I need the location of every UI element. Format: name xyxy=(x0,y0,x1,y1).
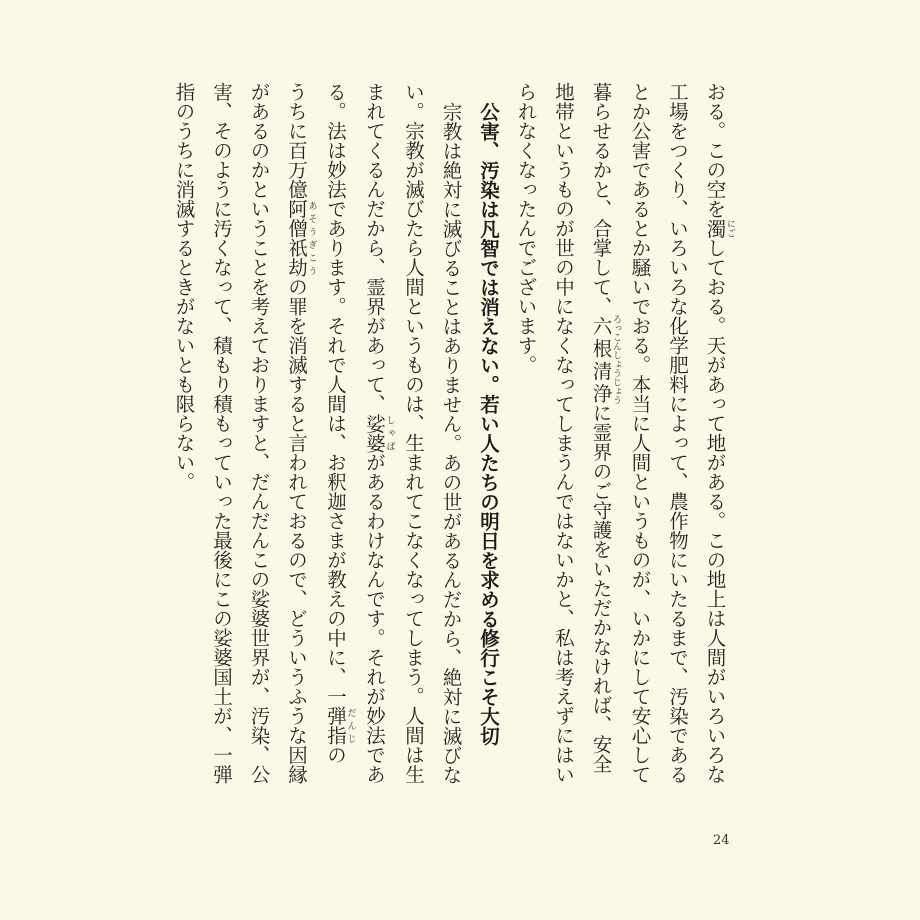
text-segment: い。宗教が滅びたら人間というものは、生まれてこなくなってしまう。人間は生 xyxy=(402,82,425,784)
heading-text: 公害、汚染は凡智では消えない。若い人たちの明日を求める修行こそ大切 xyxy=(477,101,500,745)
ruby-reading: だんじ xyxy=(345,706,356,745)
text-line xyxy=(278,82,317,796)
text-segment: 工場をつくり、いろいろな化学肥料によって、農作物にいたるまで、汚染である xyxy=(666,82,689,784)
section-heading xyxy=(470,82,508,796)
ruby-base: 弾指 xyxy=(324,706,347,745)
text-line xyxy=(659,82,697,796)
text-line xyxy=(395,82,433,796)
text-segment: に霊界のご守護をいただかなければ、安全 xyxy=(589,403,613,774)
text-segment: られなくなったんでございます。 xyxy=(514,82,538,375)
ruby-word xyxy=(703,218,735,239)
vertical-text-block xyxy=(165,82,735,796)
text-segment: とか公害であるとか騒いでおる。本当に人間というものが、いかにして安心して xyxy=(628,82,652,784)
ruby-base: 娑婆 xyxy=(363,413,386,453)
text-line xyxy=(696,82,735,796)
text-line xyxy=(165,82,203,796)
text-segment: 宗教は絶対に滅びることはありません。あの世があるんだから、絶対に滅びな xyxy=(439,101,463,784)
ruby-base: 濁 xyxy=(703,218,727,238)
text-line xyxy=(582,82,621,796)
page-number: 24 xyxy=(713,833,730,848)
ruby-reading: しゃば xyxy=(384,413,395,453)
ruby-base: 六根清浄 xyxy=(589,314,613,405)
text-line xyxy=(545,82,583,796)
text-line xyxy=(356,82,395,796)
text-line xyxy=(432,82,470,796)
text-segment: があるわけなんです。それが妙法であ xyxy=(363,452,386,784)
text-segment: まれてくるんだから、霊界があって、 xyxy=(363,82,386,414)
ruby-reading: あそうぎこう xyxy=(306,199,317,277)
text-line xyxy=(240,82,278,796)
ruby-word xyxy=(589,314,621,405)
text-line xyxy=(507,82,545,796)
text-line xyxy=(203,82,241,796)
ruby-base: 阿僧祇劫 xyxy=(285,199,308,277)
ruby-reading: ろっこんしょうじょう xyxy=(611,314,621,405)
text-segment: うちに百万億 xyxy=(285,82,308,199)
text-line xyxy=(317,82,356,796)
text-segment: があるのかということを考えておりますと、だんだんこの娑婆世界が、汚染、公 xyxy=(247,82,271,784)
body-paragraph xyxy=(165,82,470,796)
text-segment: おる。この空を xyxy=(703,82,727,219)
text-segment: しておる。天があって地がある。この地上は人間がいろいろな xyxy=(703,238,727,784)
ruby-reading: にご xyxy=(725,218,735,238)
text-segment: 指のうちに消滅するときがないとも限らない。 xyxy=(172,82,196,492)
text-segment: 暮らせるかと、合掌して、 xyxy=(589,82,613,316)
text-segment: の xyxy=(324,745,347,765)
ruby-word xyxy=(324,706,356,745)
text-line xyxy=(621,82,659,796)
text-segment: 害、そのように汚くなって、積もり積もっていった最後にこの娑婆国土が、一弾 xyxy=(210,82,233,784)
text-segment: の罪を消滅すると言われておるので、どういうふうな因縁 xyxy=(285,277,308,784)
ruby-word xyxy=(363,413,395,453)
text-segment: る。法は妙法であります。それで人間は、お釈迦さまが教えの中に、一 xyxy=(324,82,347,706)
text-segment: 地帯というものが世の中になくなってしまうんではないかと、私は考えずにはい xyxy=(552,82,575,784)
ruby-word xyxy=(285,199,317,277)
intro-paragraph xyxy=(507,82,735,796)
